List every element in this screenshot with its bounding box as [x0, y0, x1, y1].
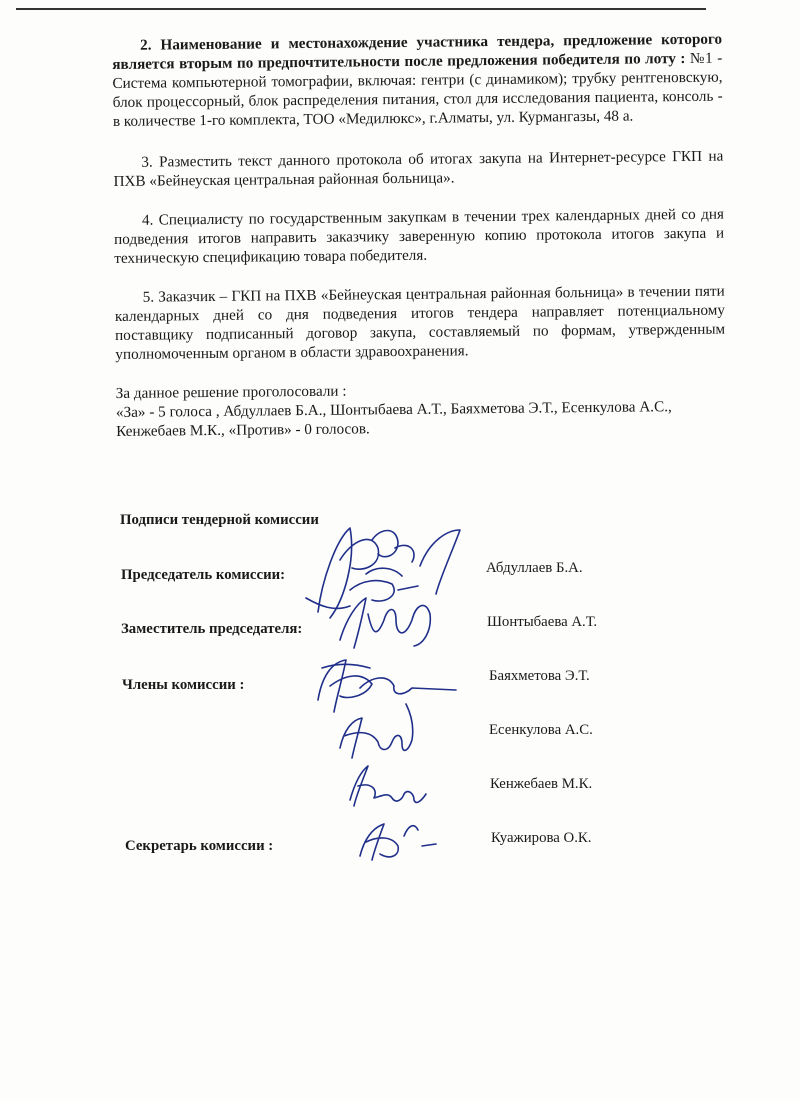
- paragraph-2-number: 2.: [140, 36, 152, 54]
- member-name-3: Кенжебаев М.К.: [490, 776, 593, 792]
- member-name-2: Есенкулова А.С.: [489, 722, 593, 738]
- member-1-signature-stroke-2: [322, 664, 370, 668]
- member-2-signature: [340, 704, 413, 758]
- members-label: Члены комиссии :: [122, 677, 245, 693]
- chair-signature: [318, 528, 460, 618]
- paragraph-2-body: №1 - Система компьютерной томографии, включая: гентри (с динамиком); трубку рентгеновскую, блок процессорный, блок распределения питания, стол для исследования пациента, консоль - в количестве 1-го комплекта, ТОО «Медилюкс», г.Алматы, ул. Курмангазы, 48 а.: [112, 49, 723, 130]
- member-3-signature: [350, 766, 426, 806]
- secretary-name: Куажирова О.К.: [491, 830, 592, 846]
- chair-signature-stroke-2: [306, 568, 402, 608]
- secretary-label: Секретарь комиссии :: [125, 838, 274, 854]
- deputy-signature: [340, 586, 430, 648]
- paragraph-4-text: 4. Специалисту по государственным закупкам в течении трех календарных дней со дня подведения итогов направить заказчику заверенную копию протокола итогов закупа и техническую спецификацию товара победителя.: [114, 205, 725, 267]
- signatures-heading: Подписи тендерной комиссии: [120, 512, 319, 528]
- secretary-signature: [360, 824, 436, 860]
- member-1-signature: [318, 660, 456, 712]
- paragraph-3-text: 3. Разместить текст данного протокола об итогах закупа на Интернет-ресурсе ГКП на ПХВ «Бейнеуская центральная районная больница».: [113, 147, 724, 190]
- vote-line-3: Кенжебаев М.К., «Против» - 0 голосов.: [116, 420, 370, 440]
- chair-label: Председатель комиссии:: [121, 567, 286, 583]
- vote-line-1: За данное решение проголосовали :: [115, 382, 347, 402]
- paragraph-2-heading: Наименование и местонахождение участника тендера, предложение которого является вторым по предпочтительности после предложения победителя по лоту :: [112, 30, 723, 73]
- deputy-label: Заместитель председателя:: [121, 621, 303, 637]
- chair-name: Абдуллаев Б.А.: [486, 560, 583, 576]
- member-name-1: Баяхметова Э.Т.: [489, 668, 590, 684]
- paragraph-5-text: 5. Заказчик – ГКП на ПХВ «Бейнеуская центральная районная больница» в течении пяти календарных дней со дня подведения итогов тендера направляет потенциальному поставщику подписанный договор закупа, составляемый по формам, утвержденным уполномоченным органом в области здравоохранения.: [114, 282, 726, 363]
- deputy-name: Шонтыбаева А.Т.: [487, 614, 598, 630]
- vote-line-2: «За» - 5 голоса , Абдуллаев Б.А., Шонтыбаева А.Т., Баяхметова Э.Т., Есенкулова А.С.,: [115, 398, 672, 421]
